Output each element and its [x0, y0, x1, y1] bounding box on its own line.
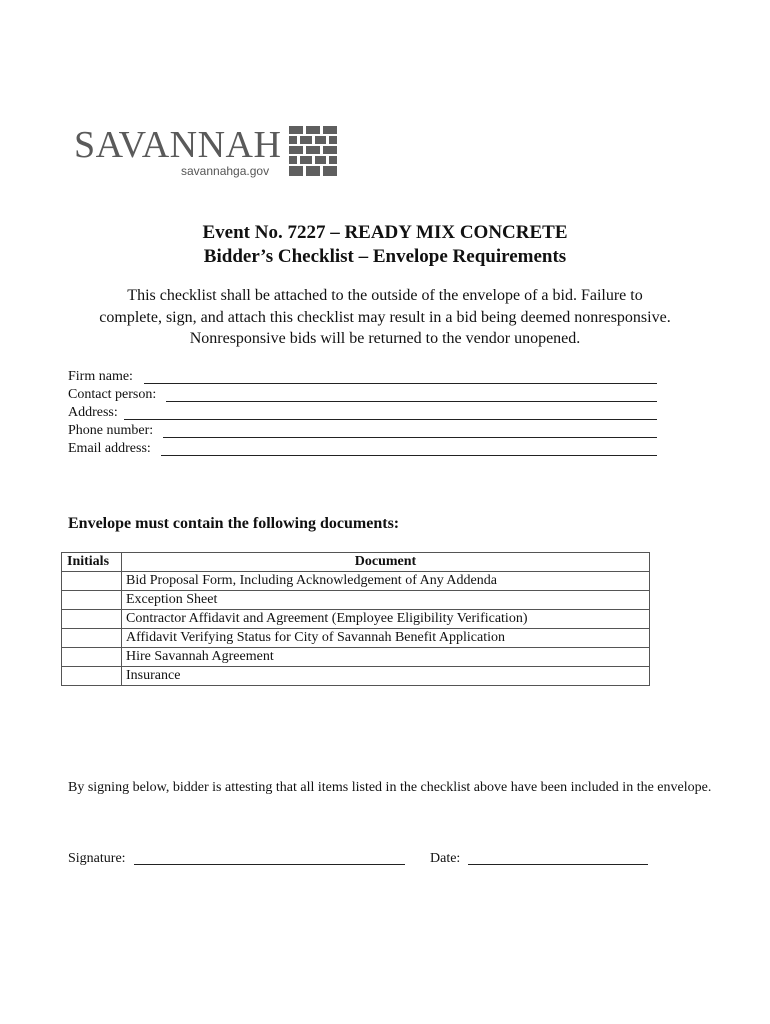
initials-cell[interactable]	[62, 572, 122, 591]
table-row	[62, 648, 650, 667]
document-column-header: Document	[122, 553, 650, 572]
brick-wall-icon	[289, 126, 337, 176]
initials-cell[interactable]	[62, 648, 122, 667]
intro-line-2: complete, sign, and attach this checklist may result in a bid being deemed nonresponsive.	[99, 309, 671, 326]
initials-cell[interactable]	[62, 591, 122, 610]
contact-person-field[interactable]	[166, 401, 657, 402]
initials-column-header: Initials	[62, 553, 122, 572]
document-cell: Exception Sheet	[122, 591, 650, 610]
firm-name-field[interactable]	[144, 383, 657, 384]
firm-name-label: Firm name:	[68, 369, 133, 384]
date-field[interactable]	[468, 864, 648, 865]
signature-label: Signature:	[68, 851, 126, 866]
phone-number-field[interactable]	[163, 437, 657, 438]
checklist-title: Bidder’s Checklist – Envelope Requirements	[203, 246, 567, 267]
address-label: Address:	[68, 405, 118, 420]
signature-field[interactable]	[134, 864, 405, 865]
attestation-text: By signing below, bidder is attesting that all items listed in the checklist above have been included in the envelope.	[68, 780, 712, 795]
table-header-row	[62, 553, 650, 572]
intro-line-1: This checklist shall be attached to the outside of the envelope of a bid. Failure to	[127, 287, 643, 304]
savannah-logo	[74, 122, 344, 182]
table-row	[62, 667, 650, 686]
document-cell: Insurance	[122, 667, 650, 686]
contact-person-label: Contact person:	[68, 387, 157, 402]
logo-url: savannahga.gov	[181, 164, 270, 178]
initials-cell[interactable]	[62, 629, 122, 648]
intro-line-3: Nonresponsive bids will be returned to the vendor unopened.	[189, 330, 581, 347]
table-row	[62, 610, 650, 629]
initials-cell[interactable]	[62, 667, 122, 686]
documents-table	[61, 552, 650, 686]
address-field[interactable]	[124, 419, 657, 420]
document-cell: Contractor Affidavit and Agreement (Employee Eligibility Verification)	[122, 610, 650, 629]
table-row	[62, 572, 650, 591]
date-label: Date:	[430, 851, 461, 866]
table-row	[62, 629, 650, 648]
document-cell: Bid Proposal Form, Including Acknowledgement of Any Addenda	[122, 572, 650, 591]
document-cell: Hire Savannah Agreement	[122, 648, 650, 667]
event-title: Event No. 7227 – READY MIX CONCRETE	[202, 222, 568, 243]
email-address-label: Email address:	[68, 441, 151, 456]
phone-number-label: Phone number:	[68, 423, 154, 438]
table-row	[62, 591, 650, 610]
email-address-field[interactable]	[161, 455, 657, 456]
initials-cell[interactable]	[62, 610, 122, 629]
logo-wordmark: SAVANNAH	[74, 124, 282, 166]
document-cell: Affidavit Verifying Status for City of Savannah Benefit Application	[122, 629, 650, 648]
documents-heading: Envelope must contain the following documents:	[68, 515, 400, 532]
